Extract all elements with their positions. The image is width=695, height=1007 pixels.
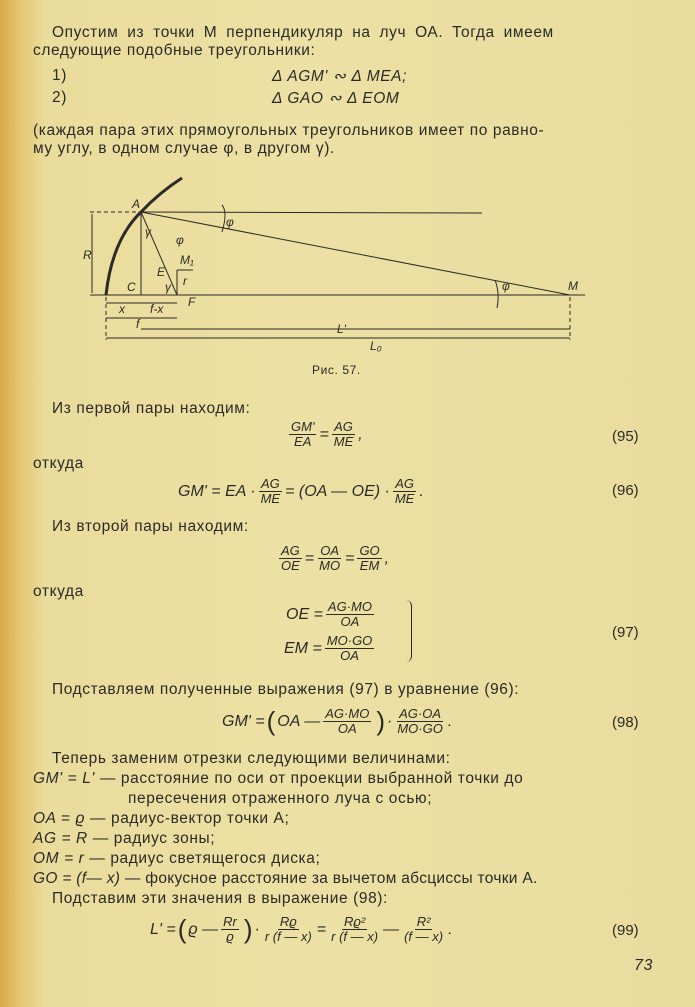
equation-95: $\frac{GM'}{EA}$ = $\frac{AG}{ME}$ , <box>291 419 363 449</box>
paragraph: откуда <box>33 455 84 472</box>
pair-expression: Δ GAO ∾ Δ EOM <box>272 90 400 107</box>
intro-line-1: Опустим из точки М перпендикуляр на луч ОА. Тогда имеем <box>52 24 554 41</box>
label-m: M <box>568 279 578 293</box>
numerator: AG·OA <box>399 706 442 721</box>
fraction <box>289 420 316 449</box>
figure-57 <box>0 0 695 400</box>
equation-number: (96) <box>612 482 639 499</box>
denominator: MO·GO <box>397 721 443 736</box>
fraction <box>221 915 239 944</box>
note-line-2: му углу, в одном случае φ, в другом γ). <box>33 140 335 157</box>
denominator: ME <box>333 434 354 449</box>
definition-text: пересечения отраженного луча с осью; <box>128 790 433 807</box>
fraction <box>402 915 445 944</box>
label-x: x <box>119 302 125 316</box>
mid: = (OA — OE) · <box>285 482 390 500</box>
brace <box>405 600 412 662</box>
numerator: AG·MO <box>327 599 372 614</box>
paren: ( <box>177 914 187 944</box>
fraction <box>357 544 381 573</box>
label-c: C <box>127 280 136 294</box>
label-f-dim: f <box>136 317 140 331</box>
fraction <box>317 544 342 573</box>
symbol: GO = (f— x) <box>33 870 121 887</box>
pair-number: 2) <box>52 89 67 106</box>
paragraph: откуда <box>33 583 84 600</box>
denominator: ME <box>260 491 281 506</box>
numerator: AG <box>260 476 280 491</box>
equation-number: (99) <box>612 922 639 939</box>
term: OA — <box>277 712 321 730</box>
denominator: ϱ <box>226 929 234 944</box>
fraction <box>323 707 371 736</box>
pair-expression: Δ AGM' ∾ Δ MEA; <box>272 68 408 85</box>
punct: . <box>448 920 453 938</box>
label-e: E <box>157 265 166 279</box>
numerator: AG·MO <box>325 706 370 721</box>
numerator: Rϱ <box>279 914 297 929</box>
equation-number: (97) <box>612 624 639 641</box>
label-gamma: γ <box>165 280 171 294</box>
symbol: OA = ϱ <box>33 810 86 827</box>
term: ϱ — <box>188 920 219 938</box>
denominator: (f — x) <box>404 929 444 944</box>
mirror-arc <box>106 178 182 295</box>
fraction <box>395 707 445 736</box>
lhs: OE = <box>286 605 323 623</box>
numerator: GM' <box>291 419 315 434</box>
denominator: r (f — x) <box>331 929 379 944</box>
punct: , <box>384 549 390 567</box>
punct: . <box>447 712 453 730</box>
numerator: AG <box>334 419 353 434</box>
lhs: GM' = <box>222 712 265 730</box>
equation-97a <box>286 600 377 629</box>
label-l0: L₀ <box>370 339 382 353</box>
equation-96 <box>178 477 424 506</box>
lhs: EM = <box>284 639 322 657</box>
equation-number: (95) <box>612 428 639 445</box>
label-phi: φ <box>502 279 510 293</box>
label-a: A <box>132 197 141 211</box>
label-gamma: γ <box>145 225 151 239</box>
fraction <box>329 915 380 944</box>
angle-arc <box>495 280 498 308</box>
note-line-1: (каждая пара этих прямоугольных треугольников имеет по равно- <box>33 122 545 139</box>
label-phi: φ <box>176 233 184 247</box>
paragraph: Из первой пары находим: <box>52 400 251 417</box>
label-l-prime: L' <box>337 322 346 336</box>
paragraph: Из второй пары находим: <box>52 518 249 535</box>
equation-pair-2: $\frac{AG}{OE}$ = $\frac{OA}{MO}$ = $\frac{GO}{EM}$ , <box>281 543 390 573</box>
equation-97b <box>284 634 377 663</box>
definition <box>33 830 215 848</box>
equation-number: (98) <box>612 714 639 731</box>
label-m1: M₁ <box>180 253 194 267</box>
label-r-small: r <box>183 274 187 288</box>
denominator: ME <box>394 491 415 506</box>
pair-number: 1) <box>52 67 67 84</box>
definition-text: — фокусное расстояние за вычетом абсциссы точки A. <box>124 870 538 887</box>
denominator: OE <box>281 558 300 573</box>
fraction <box>393 477 417 506</box>
symbol: AG = R <box>33 830 88 847</box>
label-f: F <box>188 295 196 309</box>
paragraph: Теперь заменим отрезки следующими величинами: <box>52 750 451 767</box>
denominator: MO <box>319 558 341 573</box>
definition <box>33 810 289 828</box>
paren: ( <box>266 706 276 736</box>
lhs: GM' = EA · <box>178 482 256 500</box>
fraction <box>332 420 356 449</box>
fraction <box>326 600 374 629</box>
denominator: EA <box>294 434 312 449</box>
numerator: Rϱ² <box>343 914 366 929</box>
fraction <box>263 915 314 944</box>
definition <box>33 850 320 868</box>
definition <box>128 790 432 808</box>
paragraph: Подставляем полученные выражения (97) в уравнение (96): <box>52 681 520 698</box>
definition-text: — радиус-вектор точки A; <box>89 810 290 827</box>
intro-line-2: следующие подобные треугольники: <box>33 42 316 59</box>
label-r: R <box>83 248 92 262</box>
numerator: AG <box>281 543 300 558</box>
definition <box>33 770 523 788</box>
numerator: R² <box>416 914 431 929</box>
label-phi: φ <box>226 215 234 229</box>
figure-caption: Рис. 57. <box>312 363 361 377</box>
fraction <box>259 477 283 506</box>
denominator: EM <box>359 558 380 573</box>
denominator: OA <box>340 648 359 663</box>
punct: . <box>419 482 424 500</box>
definition-text: — расстояние по оси от проекции выбранной точки до <box>99 770 524 787</box>
equation-98: GM' = ( OA — $\frac{AG\cdot MO}{OA}$ ) · $\frac{AG\cdot OA}{MO\cdot GO}$ . <box>222 706 453 736</box>
definition-text: — радиус светящегося диска; <box>89 850 321 867</box>
denominator: OA <box>337 721 357 736</box>
paragraph: Подставим эти значения в выражение (98): <box>52 890 388 907</box>
fraction <box>325 634 375 663</box>
equation-99: L' = ( ϱ — $\frac{Rr}{ϱ}$ ) · $\frac{Rϱ}{r (f — x)}$ = $\frac{\text{Rϱ²}}{r (f — x)}$ — $\frac{\text{R²}}{(f — x)}$ . <box>150 914 453 944</box>
denominator: OA <box>340 614 360 629</box>
numerator: GO <box>359 543 380 558</box>
paren: ) <box>243 914 253 944</box>
symbol: GM' = L' <box>33 770 95 787</box>
definition <box>33 870 538 888</box>
label-f-minus-x: f-x <box>150 302 164 316</box>
punct: , <box>358 425 363 443</box>
numerator: AG <box>395 476 414 491</box>
numerator: Rr <box>223 914 237 929</box>
incident-ray <box>141 212 482 213</box>
fraction <box>279 544 302 573</box>
page-number: 73 <box>634 957 653 974</box>
lhs: L' = <box>150 920 176 938</box>
numerator: MO·GO <box>326 633 373 648</box>
paren: ) <box>376 706 385 736</box>
numerator: OA <box>320 543 340 558</box>
definition-text: — радиус зоны; <box>92 830 216 847</box>
denominator: r (f — x) <box>264 929 312 944</box>
symbol: OM = r <box>33 850 85 867</box>
